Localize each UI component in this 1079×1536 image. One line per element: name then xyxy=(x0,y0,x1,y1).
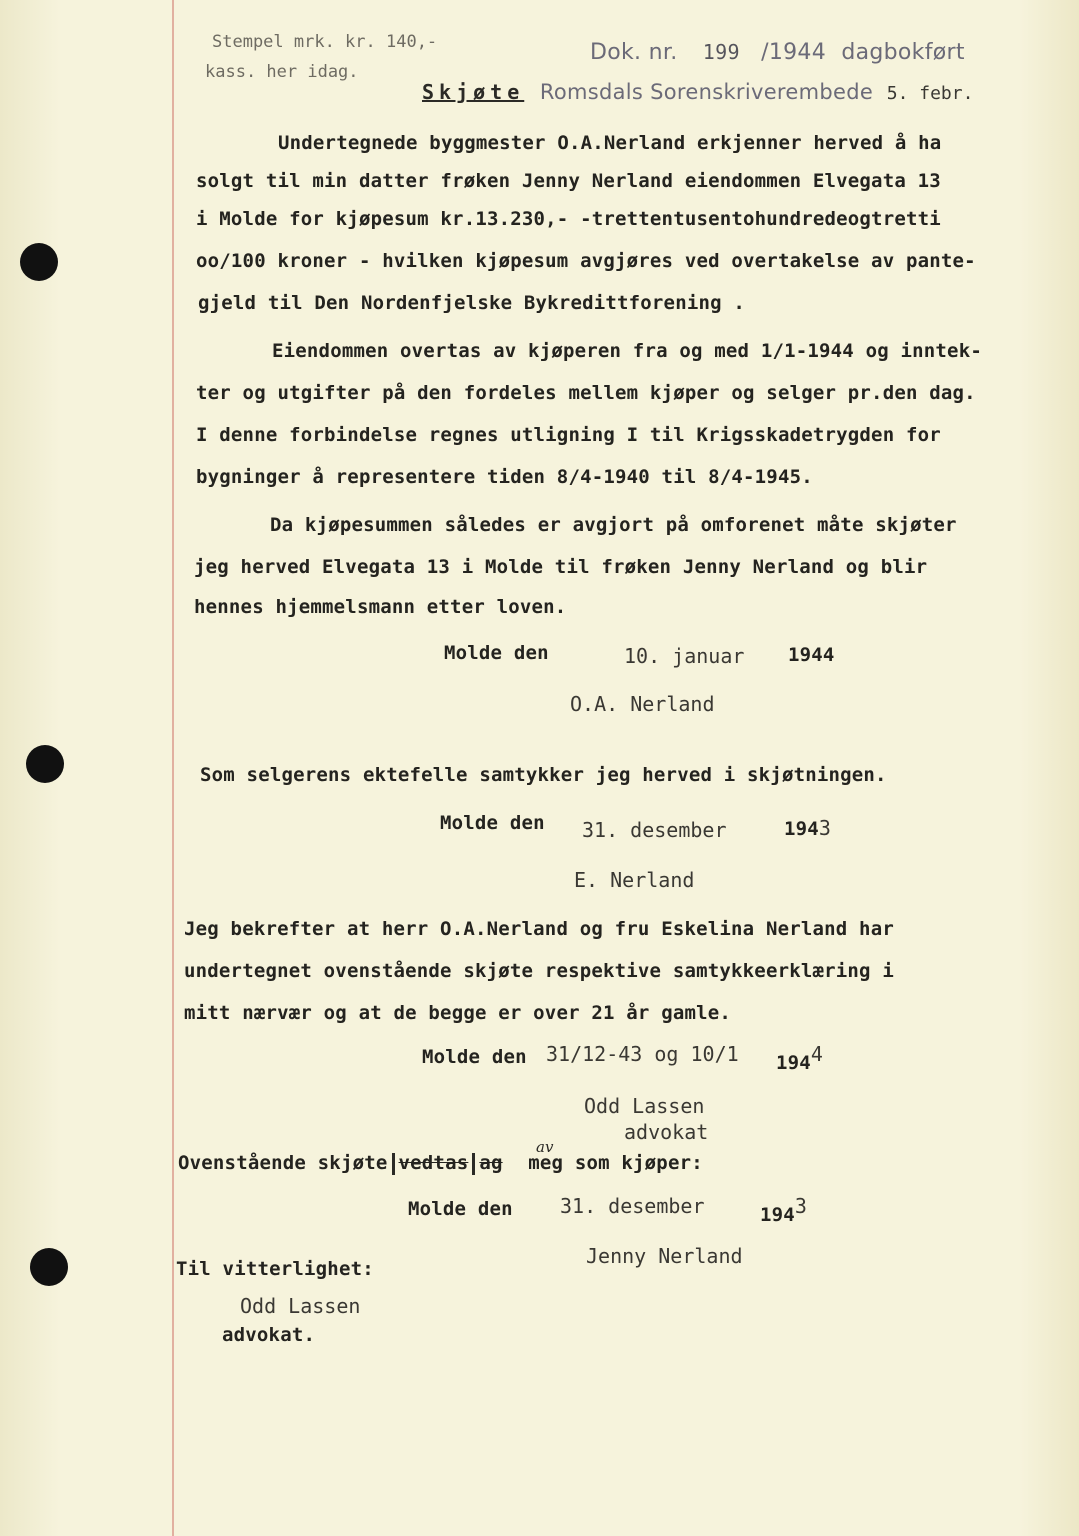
p2-line1: Eiendommen overtas av kjøperen fra og med 1/1-1944 og inntek- xyxy=(272,340,982,362)
p1-line5: gjeld til Den Nordenfjelske Bykredittforening . xyxy=(198,292,746,314)
inserted-word: av xyxy=(536,1138,554,1156)
doc-suffix: dagbokført xyxy=(841,40,965,65)
p1-line1: Undertegnede byggmester O.A.Nerland erkjenner herved å ha xyxy=(278,132,942,154)
attest-name: Odd Lassen xyxy=(240,1294,361,1318)
doc-number: 199 xyxy=(702,40,740,64)
buyer-name: Jenny Nerland xyxy=(586,1244,743,1268)
doc-number-stamp xyxy=(590,40,965,65)
p3-line3: hennes hjemmelsmann etter loven. xyxy=(194,596,567,618)
p2-line2: ter og utgifter på den fordeles mellem kjøper og selger pr.den dag. xyxy=(196,382,976,404)
witness-line3: mitt nærvær og at de begge er over 21 år gamle. xyxy=(184,1002,732,1024)
witness-place: Molde den xyxy=(422,1046,527,1068)
witness-year-main: 194 xyxy=(776,1052,811,1074)
spouse-date: 31. desember xyxy=(582,818,727,842)
attest-label: Til vitterlighet: xyxy=(176,1258,374,1280)
witness-title: advokat xyxy=(624,1120,709,1144)
spouse-year xyxy=(784,816,831,840)
p1-line3: i Molde for kjøpesum kr.13.230,- -trettentusentohundredeogtretti xyxy=(196,208,941,230)
buyer-accept-suffix: meg som kjøper: xyxy=(528,1152,703,1174)
buyer-year-main: 194 xyxy=(760,1204,795,1226)
punch-hole xyxy=(20,243,58,281)
attest-title: advokat. xyxy=(222,1324,316,1346)
spouse-place: Molde den xyxy=(440,812,545,834)
stamp-duty-line1: Stempel mrk. kr. 140,- xyxy=(212,32,438,52)
seller-place: Molde den xyxy=(444,642,549,664)
title-line xyxy=(422,80,973,104)
seller-year: 1944 xyxy=(788,644,835,666)
spouse-year-last: 3 xyxy=(818,816,831,840)
document-title: Skjøte xyxy=(422,80,525,104)
buyer-date: 31. desember xyxy=(560,1194,705,1218)
p2-line3: I denne forbindelse regnes utligning I til Krigsskadetrygden for xyxy=(196,424,941,446)
witness-year-last: 4 xyxy=(810,1042,823,1066)
struck-word-2: ag xyxy=(479,1152,503,1174)
buyer-accept-prefix: Ovenstående skjøte xyxy=(178,1152,388,1174)
margin-rule xyxy=(172,0,174,1536)
office-stamp: Romsdals Sorenskriverembede xyxy=(539,80,874,104)
seller-date: 10. januar xyxy=(624,644,745,668)
punch-hole xyxy=(26,745,64,783)
p3-line2: jeg herved Elvegata 13 i Molde til frøken Jenny Nerland og blir xyxy=(194,556,928,578)
witness-line1: Jeg bekrefter at herr O.A.Nerland og fru Eskelina Nerland har xyxy=(184,918,894,940)
spouse-year-main: 194 xyxy=(784,818,819,840)
stamp-duty-line2: kass. her idag. xyxy=(205,62,359,82)
p1-line2: solgt til min datter frøken Jenny Nerland eiendommen Elvegata 13 xyxy=(196,170,941,192)
buyer-year-last: 3 xyxy=(794,1194,807,1218)
witness-line2: undertegnet ovenstående skjøte respektive samtykkeerklæring i xyxy=(184,960,894,982)
witness-date: 31/12-43 og 10/1 xyxy=(546,1042,739,1066)
p2-line4: bygninger å representere tiden 8/4-1940 til 8/4-1945. xyxy=(196,466,813,488)
witness-year xyxy=(776,1042,823,1074)
punch-hole xyxy=(30,1248,68,1286)
doc-year: /1944 xyxy=(761,40,827,65)
buyer-place: Molde den xyxy=(408,1198,513,1220)
correction-mark xyxy=(472,1153,475,1175)
spouse-name: E. Nerland xyxy=(574,868,695,892)
struck-word: vedtas xyxy=(398,1152,469,1174)
buyer-accept-line xyxy=(178,1152,703,1175)
seller-name: O.A. Nerland xyxy=(570,692,715,716)
buyer-year xyxy=(760,1194,807,1226)
correction-mark xyxy=(392,1153,395,1175)
header-date: 5. febr. xyxy=(886,83,974,104)
witness-name: Odd Lassen xyxy=(584,1094,705,1118)
p1-line4: oo/100 kroner - hvilken kjøpesum avgjøres ved overtakelse av pante- xyxy=(196,250,976,272)
p3-line1: Da kjøpesummen således er avgjort på omforenet måte skjøter xyxy=(270,514,957,536)
doc-label: Dok. nr. xyxy=(590,40,678,65)
spouse-consent-text: Som selgerens ektefelle samtykker jeg herved i skjøtningen. xyxy=(200,764,887,786)
